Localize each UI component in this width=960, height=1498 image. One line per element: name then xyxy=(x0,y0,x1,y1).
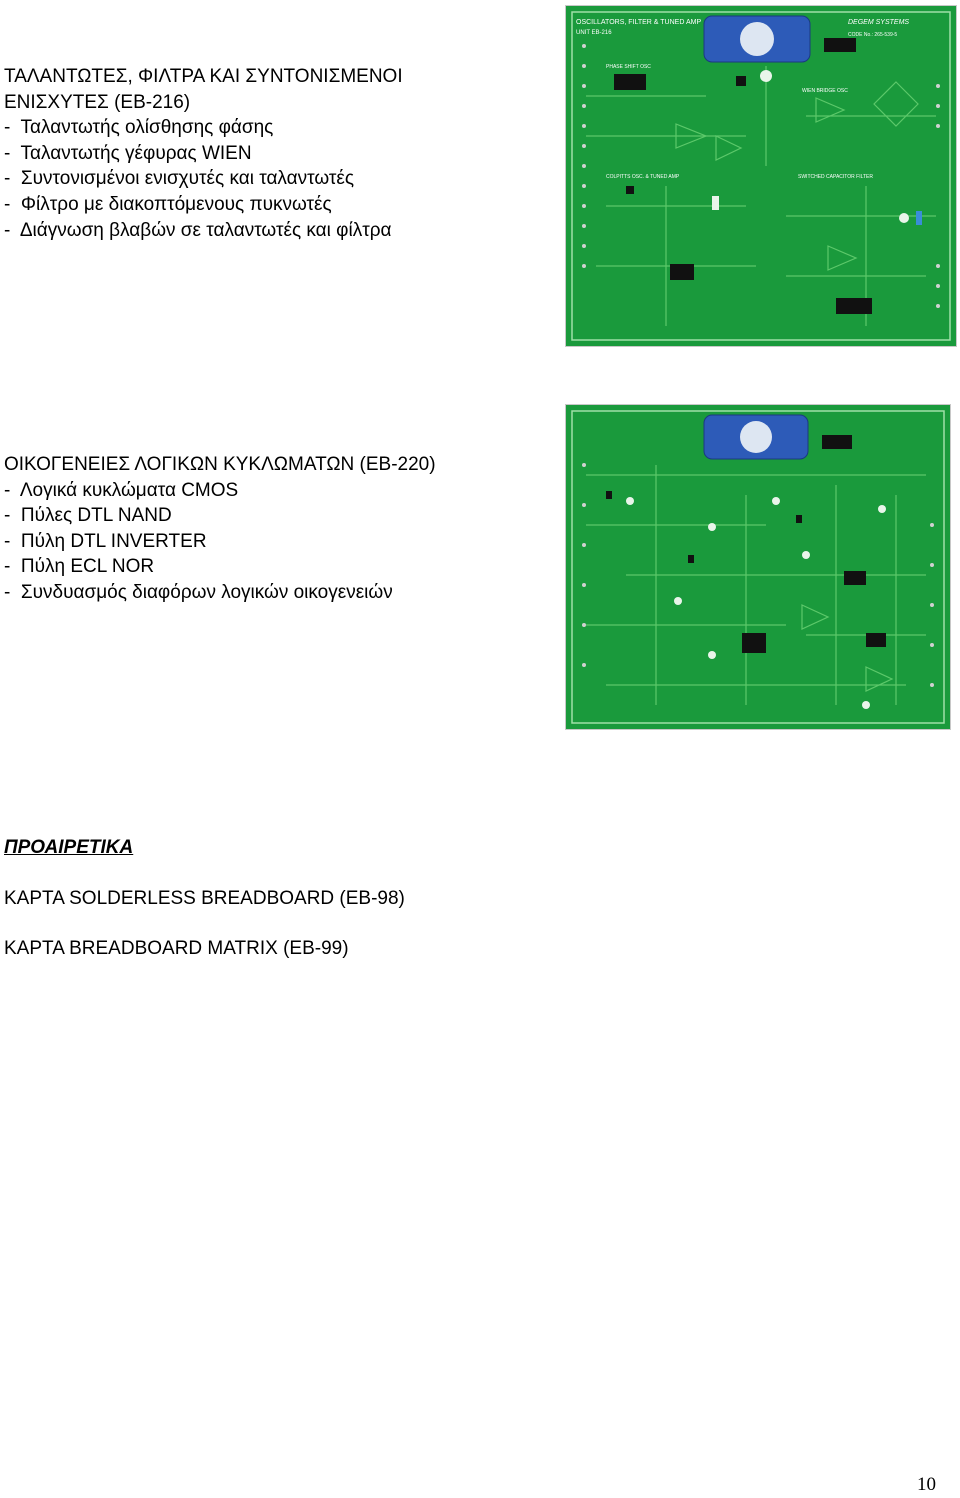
pcb-illustration xyxy=(566,6,956,346)
list-item: - Φίλτρο με διακοπτόμενους πυκνωτές xyxy=(4,193,332,215)
list-item: - Πύλη ECL NOR xyxy=(4,556,155,578)
list-item: - Πύλη DTL INVERTER xyxy=(4,530,207,552)
optional-item-eb98: ΚΑΡΤΑ SOLDERLESS BREADBOARD (EB-98) xyxy=(4,888,405,909)
board-label-phase: PHASE SHIFT OSC xyxy=(606,64,651,70)
board-label-brand: DEGEM SYSTEMS xyxy=(848,19,910,26)
optional-heading: ΠΡΟΑΙΡΕΤΙΚΑ xyxy=(4,837,134,858)
eb216-board-photo xyxy=(565,5,957,347)
list-item: - Συνδυασμός διαφόρων λογικών οικογενειών xyxy=(4,581,393,603)
board-label-colpitts: COLPITTS OSC. & TUNED AMP xyxy=(606,174,680,180)
section-logic-families xyxy=(4,452,436,606)
list-item: - Λογικά κυκλώματα CMOS xyxy=(4,479,239,501)
board-label-switched: SWITCHED CAPACITOR FILTER xyxy=(798,174,874,180)
section-title-line1: ΤΑΛΑΝΤΩΤΕΣ, ΦΙΛΤΡΑ ΚΑΙ ΣΥΝΤΟΝΙΣΜΕΝΟΙ xyxy=(4,66,403,87)
board-label-wien: WIEN BRIDGE OSC xyxy=(802,88,848,94)
eb220-board-photo xyxy=(565,404,951,730)
section-title: ΟΙΚΟΓΕΝΕΙΕΣ ΛΟΓΙΚΩΝ ΚΥΚΛΩΜΑΤΩΝ (ΕΒ-220) xyxy=(4,454,436,475)
page-number: 10 xyxy=(917,1474,936,1495)
optional-item-eb99: ΚΑΡΤΑ BREADBOARD MATRIX (EB-99) xyxy=(4,938,349,959)
section-oscillators xyxy=(4,64,403,243)
board-label-title: OSCILLATORS, FILTER & TUNED AMP xyxy=(576,19,702,26)
list-item: - Ταλαντωτής γέφυρας WIEN xyxy=(4,142,252,164)
section-title-line2: ΕΝΙΣΧΥΤΕΣ (ΕΒ-216) xyxy=(4,91,191,113)
list-item: - Πύλες DTL NAND xyxy=(4,505,172,527)
pcb-illustration-2 xyxy=(566,405,950,729)
list-item: - Ταλαντωτής ολίσθησης φάσης xyxy=(4,117,274,139)
list-item: - Συντονισμένοι ενισχυτές και ταλαντωτές xyxy=(4,168,355,190)
list-item: - Διάγνωση βλαβών σε ταλαντωτές και φίλτρα xyxy=(4,219,392,241)
board-label-unit: UNIT EB-216 xyxy=(576,30,612,36)
board-label-code: CODE No.: 265-539-5 xyxy=(848,32,898,38)
